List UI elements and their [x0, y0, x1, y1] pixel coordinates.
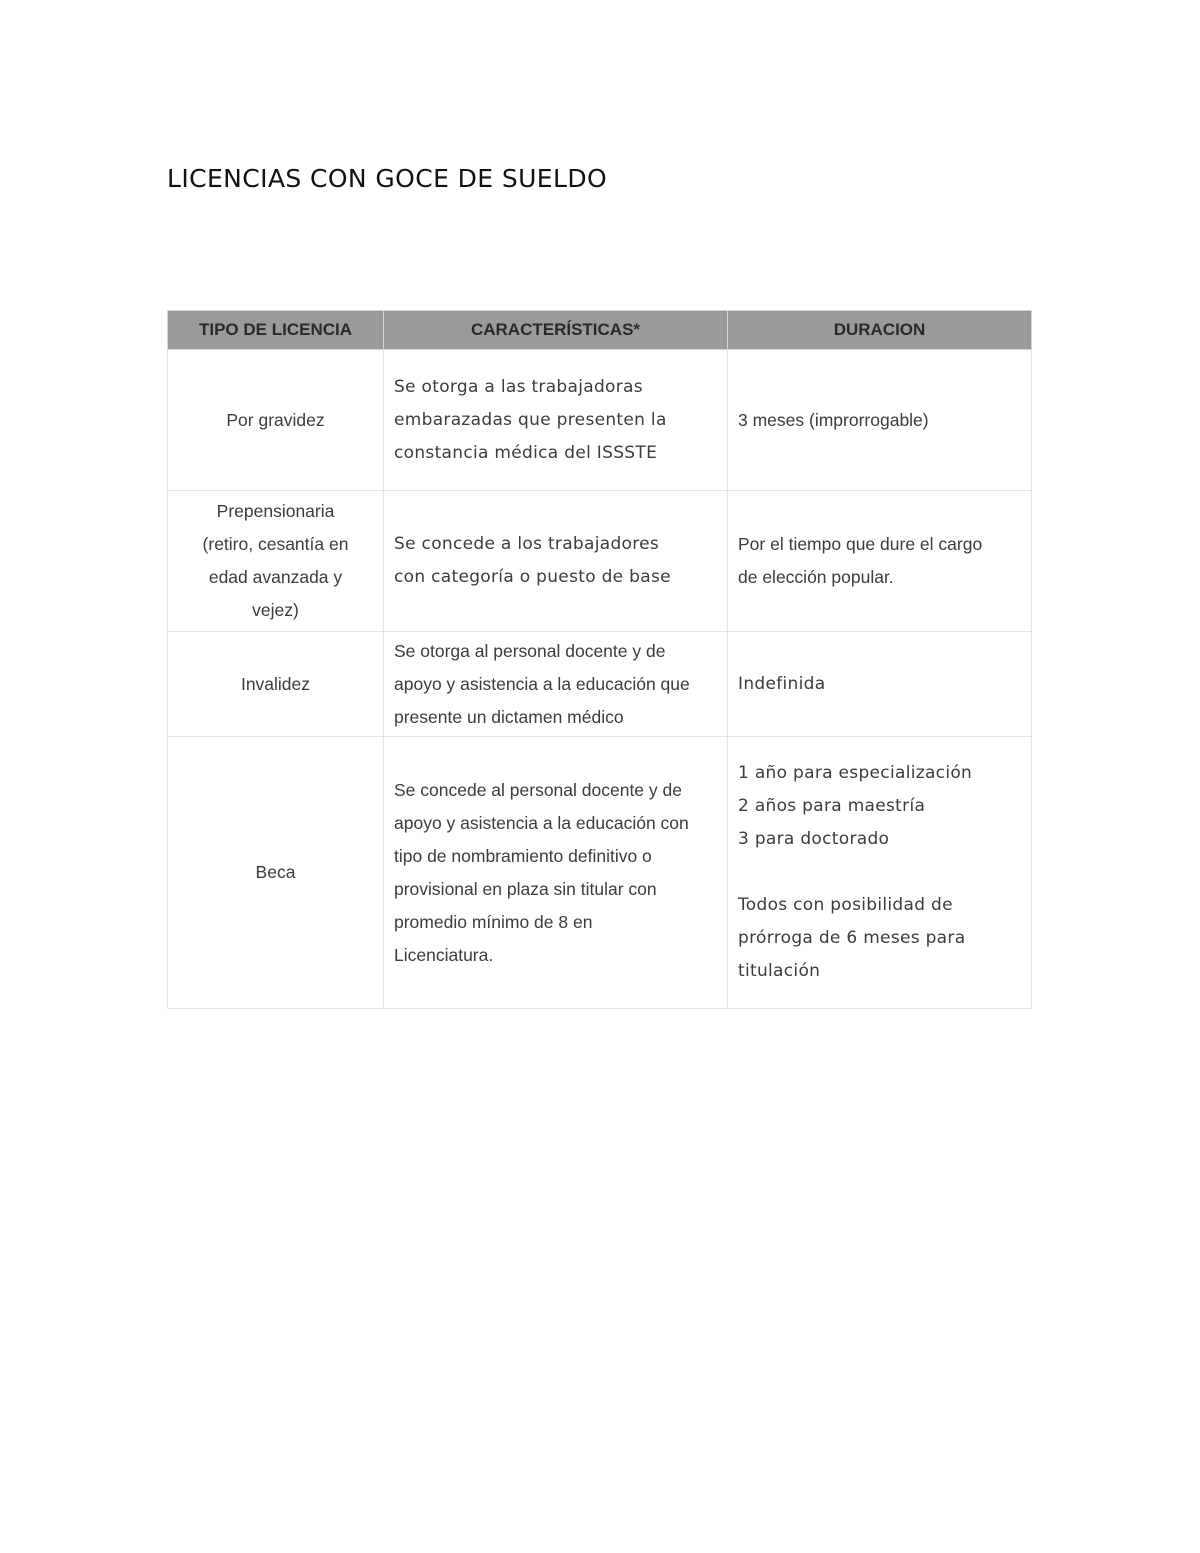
- cell-text: 3 para doctorado: [738, 829, 890, 849]
- cell-tipo: [168, 491, 384, 632]
- cell-text: Beca: [255, 862, 296, 882]
- cell-text: apoyo y asistencia a la educación con: [394, 812, 689, 833]
- cell-duracion: [728, 491, 1032, 632]
- table-header-row: [168, 311, 1032, 350]
- cell-text: Prepensionaria: [216, 501, 335, 521]
- cell-text: titulación: [738, 961, 821, 981]
- table-row: [168, 350, 1032, 491]
- cell-text: 2 años para maestría: [738, 796, 926, 816]
- cell-text: vejez): [252, 600, 299, 620]
- cell-caracteristicas: [384, 491, 728, 632]
- cell-text: Se otorga al personal docente y de: [394, 640, 666, 661]
- licencias-table: [167, 310, 1032, 1009]
- table-row: [168, 491, 1032, 632]
- cell-text: Se concede a los trabajadores: [394, 534, 660, 554]
- cell-duracion: [728, 632, 1032, 737]
- cell-text: (retiro, cesantía en: [202, 534, 349, 554]
- cell-text: 3 meses (improrrogable): [738, 409, 929, 430]
- cell-text: promedio mínimo de 8 en: [394, 911, 593, 932]
- cell-duracion: [728, 737, 1032, 1009]
- cell-text: Todos con posibilidad de: [738, 895, 953, 915]
- cell-text: Indefinida: [738, 673, 826, 694]
- cell-duracion: [728, 350, 1032, 491]
- cell-text: provisional en plaza sin titular con: [394, 878, 657, 899]
- cell-caracteristicas: [384, 737, 728, 1009]
- cell-caracteristicas: [384, 632, 728, 737]
- table-row: [168, 632, 1032, 737]
- cell-text: Se concede al personal docente y de: [394, 779, 682, 800]
- cell-text: presente un dictamen médico: [394, 706, 624, 727]
- cell-text: con categoría o puesto de base: [394, 567, 671, 587]
- cell-caracteristicas: [384, 350, 728, 491]
- page-title: LICENCIAS CON GOCE DE SUELDO: [167, 164, 608, 193]
- header-caracteristicas: CARACTERÍSTICAS*: [384, 311, 728, 350]
- header-tipo-de-licencia: TIPO DE LICENCIA: [168, 311, 384, 350]
- cell-text: Por gravidez: [226, 409, 325, 430]
- header-duracion: DURACION: [728, 311, 1032, 350]
- cell-text: edad avanzada y: [208, 567, 343, 587]
- cell-text: constancia médica del ISSSTE: [394, 442, 658, 463]
- cell-text: tipo de nombramiento definitivo o: [394, 845, 652, 866]
- cell-text: prórroga de 6 meses para: [738, 928, 966, 948]
- cell-text: de elección popular.: [738, 567, 894, 587]
- cell-text: Licenciatura.: [394, 944, 494, 965]
- cell-text: Se otorga a las trabajadoras: [394, 376, 643, 397]
- cell-text: embarazadas que presenten la: [394, 409, 667, 430]
- cell-tipo: [168, 737, 384, 1009]
- cell-text: Por el tiempo que dure el cargo: [738, 534, 983, 554]
- table-row: [168, 737, 1032, 1009]
- cell-text: Invalidez: [240, 673, 311, 694]
- cell-tipo: [168, 350, 384, 491]
- cell-text: 1 año para especialización: [738, 763, 973, 783]
- spacer: [738, 856, 1021, 889]
- cell-text: apoyo y asistencia a la educación que: [394, 673, 690, 694]
- cell-tipo: [168, 632, 384, 737]
